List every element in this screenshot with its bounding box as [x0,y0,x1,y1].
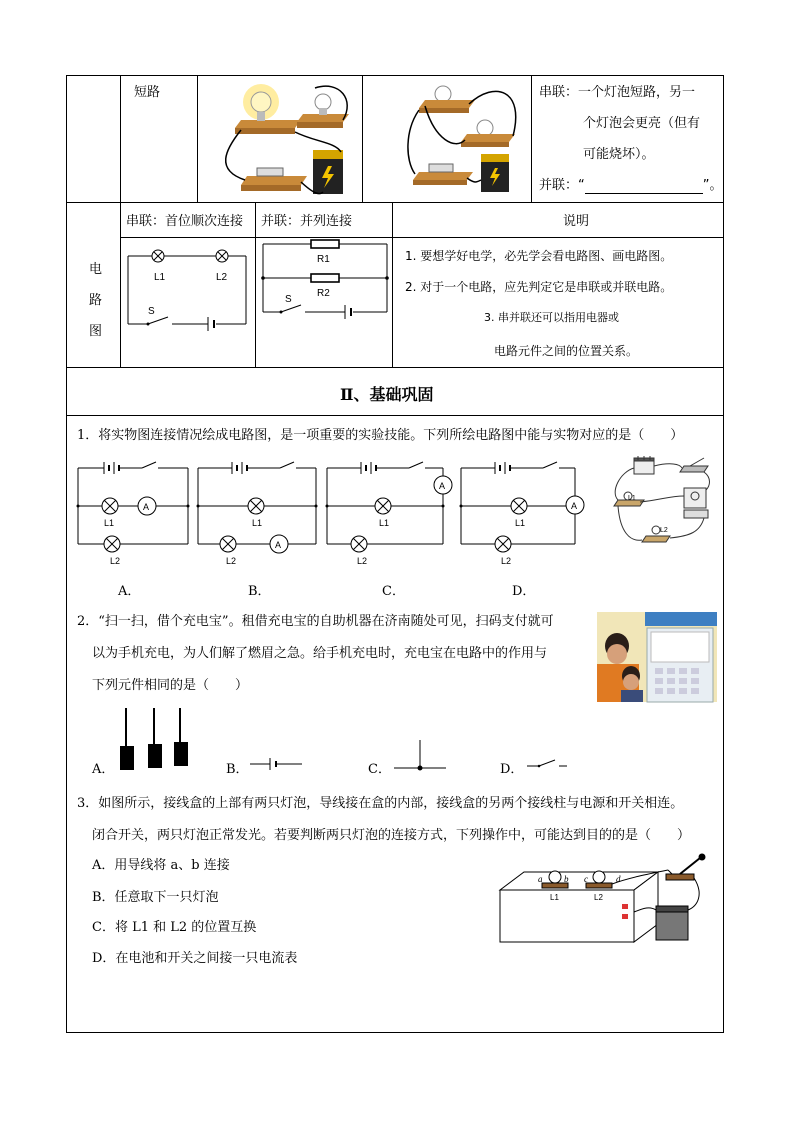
parallel-label-s: S [285,294,292,305]
explain-line-4: 电路元件之间的位置关系。 [494,344,639,358]
divider-title [66,415,724,416]
q3-option-a[interactable]: A．用导线将 a、b 连接 [92,858,230,873]
q1-option-a[interactable]: A． [118,584,141,599]
divider-row1 [66,202,724,203]
series-header: 串联：首位顺次连接 [126,214,244,229]
q2-option-d[interactable]: D． [500,762,524,777]
q1a-ammeter-label: A [143,502,150,512]
q1-circuit-b [196,458,320,568]
q1b-l2-label: L2 [226,556,237,566]
q3-option-b[interactable]: B．任意取下一只灯泡 [92,890,219,905]
q2-option-a[interactable]: A． [92,762,115,777]
divider-row2 [66,367,724,368]
explain-line-1: 1. 要想学好电学，必先学会看电路图、画电路图。 [405,249,673,263]
divider-row2-header [120,237,724,238]
q3-label-b: b [564,874,569,884]
q1-circuit-a [76,458,192,568]
parallel-label-r2: R2 [317,288,330,299]
q2-line1: 2．“扫一扫，借个充电宝”。租借充电宝的自助机器在济南随处可见，扫码支付就可 [77,614,554,629]
vdiv-r2-c [392,202,393,368]
q1d-l2-label: L2 [501,556,512,566]
q3-label-l1: L1 [550,893,559,902]
q2-line2: 以为手机充电，为人们解了燃眉之急。给手机充电时，充电宝在电路中的作用与 [92,646,548,661]
section-title: Ⅱ、基础巩固 [340,385,434,404]
vdiv-r2-a [120,202,121,368]
q1-circuit-c [325,458,453,568]
explain-header: 说明 [563,214,590,229]
series-circuit-diagram [124,244,254,364]
parallel-label-r1: R1 [317,254,330,265]
row-label-char-2: 路 [89,293,103,308]
row-label-char-3: 图 [89,324,103,339]
q1-text: 1．将实物图连接情况绘成电路图，是一项重要的实验技能。下列所绘电路图中能与实物对应的是（ ） [77,428,684,443]
q2-charging-station-photo [597,612,717,702]
q1-pic-l1-label: L1 [628,495,636,502]
q1c-ammeter-label: A [439,481,446,491]
q2-option-a-battery-symbol [118,706,190,772]
explain-line-2: 2. 对于一个电路，应先判定它是串联或并联电路。 [405,280,673,294]
series-label-l1: L1 [154,272,166,283]
fill-in-blank[interactable] [585,181,703,194]
q1d-ammeter-label: A [571,501,578,511]
note-series-line2: 个灯泡会更亮（但有 [583,116,701,131]
vdiv-r1-d [531,75,532,203]
q3-line1: 3．如图所示，接线盒的上部有两只灯泡，导线接在盒的内部，接线盒的另两个接线柱与电源和开关相连。 [77,796,684,811]
parallel-circuit-diagram [259,238,391,364]
vdiv-r1-c [362,75,363,203]
q1-circuit-d [459,458,587,568]
q2-option-c-junction-symbol [394,738,446,772]
note-series-line1: 串联：一个灯泡短路，另一 [539,85,696,100]
explain-line-3: 3. 串并联还可以指用电器或 [484,311,619,324]
q1-option-d[interactable]: D． [512,584,536,599]
outer-border-top [66,75,724,76]
q1a-l2-label: L2 [110,556,121,566]
q1a-l1-label: L1 [104,518,115,528]
q1c-l2-label: L2 [357,556,368,566]
outer-border-bottom [66,1032,724,1033]
q3-line2: 闭合开关，两只灯泡正常发光。若要判断两只灯泡的连接方式，下列操作中，可能达到目的的是（ ） [92,828,691,843]
outer-border-right [723,75,724,1033]
q2-option-b-cell-symbol [250,756,302,772]
q1-physical-setup-picture [600,452,718,552]
q3-label-a: a [538,874,543,884]
parallel-header: 并联：并列连接 [261,214,353,229]
q3-label-c: c [584,874,588,884]
q1c-l1-label: L1 [379,518,390,528]
q1-option-b[interactable]: B． [248,584,271,599]
vdiv-r2-b [255,202,256,368]
q3-junction-box-picture [498,850,718,950]
q1d-l1-label: L1 [515,518,526,528]
q1-pic-l2-label: L2 [660,527,668,534]
q3-label-l2: L2 [594,893,603,902]
series-label-s: S [148,306,155,317]
q2-option-c[interactable]: C． [368,762,391,777]
series-short-circuit-photo [205,80,355,198]
outer-border-left [66,75,67,1033]
vdiv-r1-a [120,75,121,203]
q2-line3: 下列元件相同的是（ ） [92,678,249,693]
note-parallel-prefix: 并联：“ [539,178,585,193]
q3-option-c[interactable]: C．将 L1 和 L2 的位置互换 [92,920,257,935]
q1-option-c[interactable]: C． [382,584,405,599]
series-label-l2: L2 [216,272,228,283]
vdiv-r1-b [197,75,198,203]
q2-option-d-switch-symbol [527,756,567,770]
parallel-short-circuit-photo [405,80,525,198]
short-circuit-label: 短路 [134,85,161,100]
q3-label-d: d [616,874,621,884]
note-series-line3: 可能烧坏）。 [583,147,655,162]
note-parallel-suffix: ”。 [702,178,723,193]
row-label-char-1: 电 [89,262,103,277]
q2-option-b[interactable]: B． [226,762,249,777]
q1b-l1-label: L1 [252,518,263,528]
q1b-ammeter-label: A [275,540,282,550]
q3-option-d[interactable]: D．在电池和开关之间接一只电流表 [92,951,298,966]
note-parallel [539,178,723,194]
